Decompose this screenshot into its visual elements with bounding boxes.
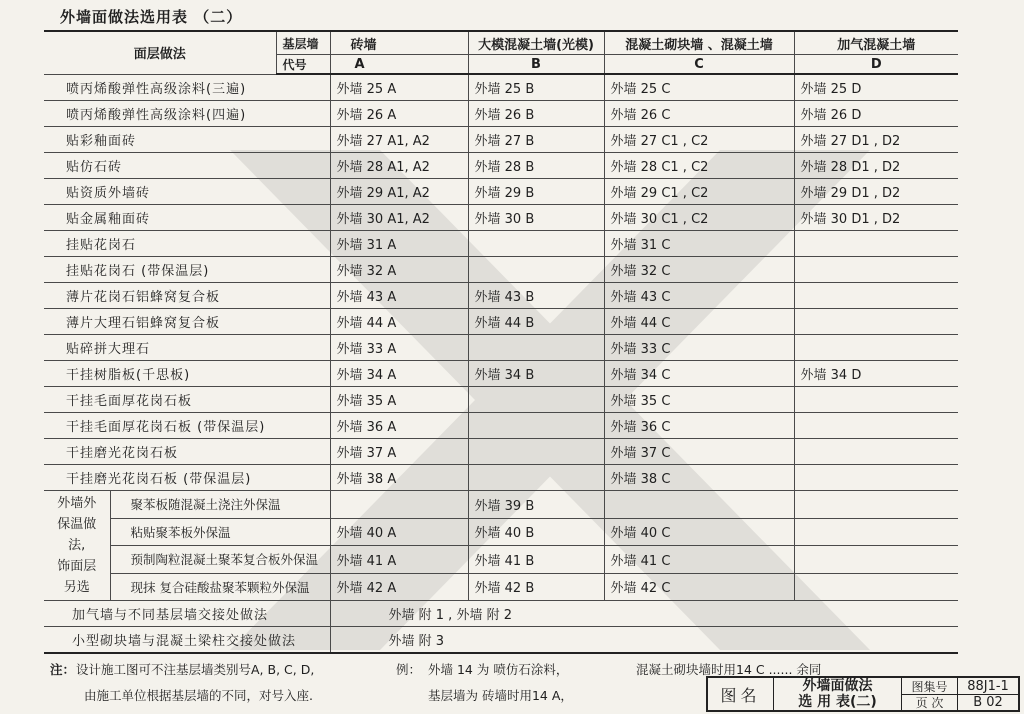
cell-c: 外墙 26 C [604, 101, 794, 127]
table-row [44, 387, 958, 413]
cell-d [794, 573, 958, 601]
cell-b [468, 387, 604, 413]
page-title: 外墙面做法选用表 （二） [60, 8, 243, 26]
cell-a: 外墙 25 A [330, 74, 468, 101]
cell-c: 外墙 28 C1 , C2 [604, 153, 794, 179]
table-row [44, 335, 958, 361]
insulation-label-line: 保温做 [57, 517, 97, 532]
col-b-code: B [468, 55, 604, 75]
table-row [44, 309, 958, 335]
insulation-finish-name: 预制陶粒混凝土聚苯复合板外保温 [110, 546, 330, 574]
cell-b [468, 231, 604, 257]
set-number-value: 88J1-1 [967, 678, 1009, 694]
finish-name: 贴资质外墙砖 [44, 179, 330, 205]
cell-a: 外墙 33 A [330, 335, 468, 361]
finish-name: 挂贴花岗石 [44, 231, 330, 257]
cell-d [794, 335, 958, 361]
cell-c: 外墙 35 C [604, 387, 794, 413]
example-line-3: 混凝土砌块墙时用14 C ...... 余同 [636, 662, 822, 677]
cell-d [794, 546, 958, 574]
insulation-finish-name: 现抹 复合硅酸盐聚苯颗粒外保温 [110, 573, 330, 601]
insulation-row [44, 491, 958, 519]
code-header: 代号 [276, 55, 330, 75]
table-row [44, 153, 958, 179]
table-row [44, 439, 958, 465]
notes-label: 注： [50, 662, 76, 677]
table-row [44, 465, 958, 491]
finish-name: 贴彩釉面砖 [44, 127, 330, 153]
cell-a: 外墙 40 A [330, 518, 468, 546]
col-a-code: A [330, 55, 468, 75]
set-number-label: 图集号 [902, 678, 958, 694]
cell-c: 外墙 33 C [604, 335, 794, 361]
junction-row [44, 601, 958, 627]
title-block-name-line1: 外墙面做法 [802, 678, 873, 694]
example-label: 例： [396, 662, 422, 677]
cell-c: 外墙 32 C [604, 257, 794, 283]
finish-name: 贴碎拼大理石 [44, 335, 330, 361]
base-wall-header: 基层墙 [276, 31, 330, 55]
cell-c: 外墙 29 C1 , C2 [604, 179, 794, 205]
cell-d: 外墙 29 D1 , D2 [794, 179, 958, 205]
finish-name: 贴金属釉面砖 [44, 205, 330, 231]
cell-c: 外墙 37 C [604, 439, 794, 465]
cell-a: 外墙 29 A1, A2 [330, 179, 468, 205]
insulation-label-line: 法, [68, 538, 86, 553]
insulation-row [44, 546, 958, 574]
page-number-label: 页 次 [902, 694, 958, 710]
cell-c: 外墙 31 C [604, 231, 794, 257]
cell-b: 外墙 40 B [468, 518, 604, 546]
cell-b: 外墙 26 B [468, 101, 604, 127]
table-row [44, 257, 958, 283]
cell-d [794, 309, 958, 335]
cell-b: 外墙 28 B [468, 153, 604, 179]
cell-c: 外墙 34 C [604, 361, 794, 387]
cell-b: 外墙 25 B [468, 74, 604, 101]
cell-c: 外墙 41 C [604, 546, 794, 574]
table-row [44, 179, 958, 205]
cell-a: 外墙 31 A [330, 231, 468, 257]
example-line-1: 外墙 14 为 喷仿石涂料， [428, 662, 569, 677]
cell-c: 外墙 30 C1 , C2 [604, 205, 794, 231]
cell-b: 外墙 34 B [468, 361, 604, 387]
finish-name: 干挂磨光花岗石板 [44, 439, 330, 465]
note-line-1: 设计施工图可不注基层墙类别号A, B, C, D, [76, 662, 315, 677]
table-row [44, 205, 958, 231]
insulation-label-line: 外墙外 [57, 496, 97, 511]
finish-name: 薄片花岗石铝蜂窝复合板 [44, 283, 330, 309]
finish-name: 薄片大理石铝蜂窝复合板 [44, 309, 330, 335]
col-a-name: 砖墙 [330, 31, 468, 55]
cell-c: 外墙 25 C [604, 74, 794, 101]
cell-b [468, 465, 604, 491]
insulation-finish-name: 粘贴聚苯板外保温 [110, 518, 330, 546]
cell-a: 外墙 34 A [330, 361, 468, 387]
finish-name: 贴仿石砖 [44, 153, 330, 179]
cell-c: 外墙 36 C [604, 413, 794, 439]
table-row [44, 361, 958, 387]
title-block-name [774, 678, 902, 710]
cell-b [468, 413, 604, 439]
cell-b: 外墙 43 B [468, 283, 604, 309]
cell-c: 外墙 43 C [604, 283, 794, 309]
cell-a: 外墙 30 A1, A2 [330, 205, 468, 231]
cell-a: 外墙 27 A1, A2 [330, 127, 468, 153]
col-c-code: C [604, 55, 794, 75]
title-block-label: 图名 [708, 678, 774, 710]
cell-b [468, 257, 604, 283]
col-c-name: 混凝土砌块墙 、混凝土墙 [604, 31, 794, 55]
col-d-code: D [794, 55, 958, 75]
junction-finish-name: 加气墙与不同基层墙交接处做法 [44, 601, 330, 627]
cell-b: 外墙 29 B [468, 179, 604, 205]
finish-name: 喷丙烯酸弹性高级涂料(三遍) [44, 74, 330, 101]
table-row [44, 74, 958, 101]
finish-table [44, 30, 958, 654]
cell-a: 外墙 44 A [330, 309, 468, 335]
cell-d [794, 465, 958, 491]
finish-header: 面层做法 [44, 31, 276, 74]
cell-c: 外墙 38 C [604, 465, 794, 491]
cell-d [794, 283, 958, 309]
finish-name: 干挂毛面厚花岗石板 [44, 387, 330, 413]
cell-b: 外墙 44 B [468, 309, 604, 335]
insulation-row [44, 573, 958, 601]
junction-row [44, 627, 958, 654]
example-line-2: 基层墙为 砖墙时用14 A， [428, 688, 573, 703]
header-row-names [44, 31, 958, 55]
cell-c: 外墙 42 C [604, 573, 794, 601]
cell-d: 外墙 26 D [794, 101, 958, 127]
cell-a: 外墙 26 A [330, 101, 468, 127]
cell-b: 外墙 39 B [468, 491, 604, 519]
cell-a [330, 491, 468, 519]
cell-d: 外墙 28 D1 , D2 [794, 153, 958, 179]
cell-d [794, 257, 958, 283]
finish-name: 干挂磨光花岗石板 (带保温层) [44, 465, 330, 491]
cell-b: 外墙 42 B [468, 573, 604, 601]
table-row [44, 231, 958, 257]
cell-d [794, 413, 958, 439]
cell-d [794, 231, 958, 257]
insulation-group-label [44, 491, 110, 601]
cell-a: 外墙 42 A [330, 573, 468, 601]
junction-finish-name: 小型砌块墙与混凝土梁柱交接处做法 [44, 627, 330, 654]
cell-d: 外墙 25 D [794, 74, 958, 101]
table-row [44, 101, 958, 127]
title-block-name-line2: 选 用 表(二) [798, 694, 877, 710]
cell-a: 外墙 38 A [330, 465, 468, 491]
insulation-label-line: 饰面层 [57, 559, 97, 574]
cell-d [794, 491, 958, 519]
junction-value: 外墙 附 3 [330, 627, 958, 654]
finish-name: 挂贴花岗石 (带保温层) [44, 257, 330, 283]
page-number-value: B 02 [958, 694, 1018, 710]
insulation-row [44, 518, 958, 546]
insulation-label-line: 另选 [63, 580, 90, 595]
table-row [44, 127, 958, 153]
cell-a: 外墙 28 A1, A2 [330, 153, 468, 179]
cell-a: 外墙 32 A [330, 257, 468, 283]
finish-name: 干挂树脂板(千思板) [44, 361, 330, 387]
junction-value: 外墙 附 1 , 外墙 附 2 [330, 601, 958, 627]
cell-b [468, 335, 604, 361]
cell-a: 外墙 43 A [330, 283, 468, 309]
cell-d [794, 518, 958, 546]
cell-c [604, 491, 794, 519]
cell-d [794, 387, 958, 413]
cell-a: 外墙 37 A [330, 439, 468, 465]
title-block [706, 676, 1020, 712]
cell-a: 外墙 36 A [330, 413, 468, 439]
insulation-finish-name: 聚苯板随混凝土浇注外保温 [110, 491, 330, 519]
cell-a: 外墙 41 A [330, 546, 468, 574]
cell-d: 外墙 34 D [794, 361, 958, 387]
col-d-name: 加气混凝土墙 [794, 31, 958, 55]
table-row [44, 413, 958, 439]
cell-a: 外墙 35 A [330, 387, 468, 413]
cell-d: 外墙 27 D1 , D2 [794, 127, 958, 153]
cell-b: 外墙 30 B [468, 205, 604, 231]
cell-d [794, 439, 958, 465]
col-b-name: 大模混凝土墙(光模) [468, 31, 604, 55]
finish-name: 喷丙烯酸弹性高级涂料(四遍) [44, 101, 330, 127]
cell-b [468, 439, 604, 465]
cell-c: 外墙 27 C1 , C2 [604, 127, 794, 153]
cell-b: 外墙 27 B [468, 127, 604, 153]
cell-c: 外墙 44 C [604, 309, 794, 335]
finish-name: 干挂毛面厚花岗石板 (带保温层) [44, 413, 330, 439]
cell-d: 外墙 30 D1 , D2 [794, 205, 958, 231]
table-row [44, 283, 958, 309]
cell-c: 外墙 40 C [604, 518, 794, 546]
note-line-2: 由施工单位根据基层墙的不同，对号入座. [84, 688, 313, 703]
cell-b: 外墙 41 B [468, 546, 604, 574]
